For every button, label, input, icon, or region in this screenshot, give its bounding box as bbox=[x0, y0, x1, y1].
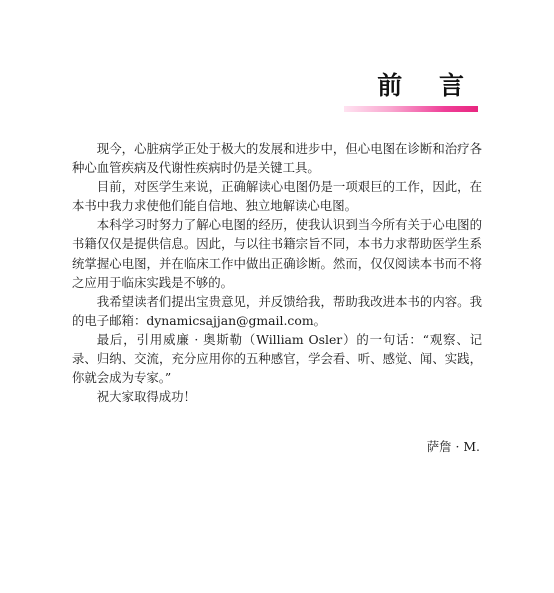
preface-body bbox=[72, 139, 482, 406]
paragraph-3: 本科学习时努力了解心电图的经历，使我认识到当今所有关于心电图的书籍仅仅是提供信息。因此，与以往书籍宗旨不同，本书力求帮助医学生系统掌握心电图，并在临床工作中做出正确诊断。然而，仅仅阅读本书而不将之应用于临床实践是不够的。 bbox=[72, 217, 482, 290]
author-signature: 萨詹 · M. bbox=[426, 439, 480, 454]
paragraph-4: 我希望读者们提出宝贵意见，并反馈给我，帮助我改进本书的内容。我的电子邮箱：dynamicsajjan@gmail.com。 bbox=[72, 293, 482, 328]
paragraph-5: 最后，引用威廉 · 奥斯勒（William Osler）的一句话：“观察、记录、归纳、交流，充分应用你的五种感官，学会看、听、感觉、闻、实践，你就会成为专家。” bbox=[72, 331, 482, 386]
title-underline-bar bbox=[344, 106, 478, 112]
page-title: 前 言 bbox=[377, 71, 478, 100]
paragraph-2: 目前，对医学生来说，正确解读心电图仍是一项艰巨的工作，因此，在本书中我力求使他们能自信地、独立地解读心电图。 bbox=[72, 179, 482, 214]
paragraph-6: 祝大家取得成功！ bbox=[96, 389, 196, 405]
paragraph-1: 现今，心脏病学正处于极大的发展和进步中，但心电图在诊断和治疗各种心血管疾病及代谢性疾病时仍是关键工具。 bbox=[72, 141, 482, 176]
